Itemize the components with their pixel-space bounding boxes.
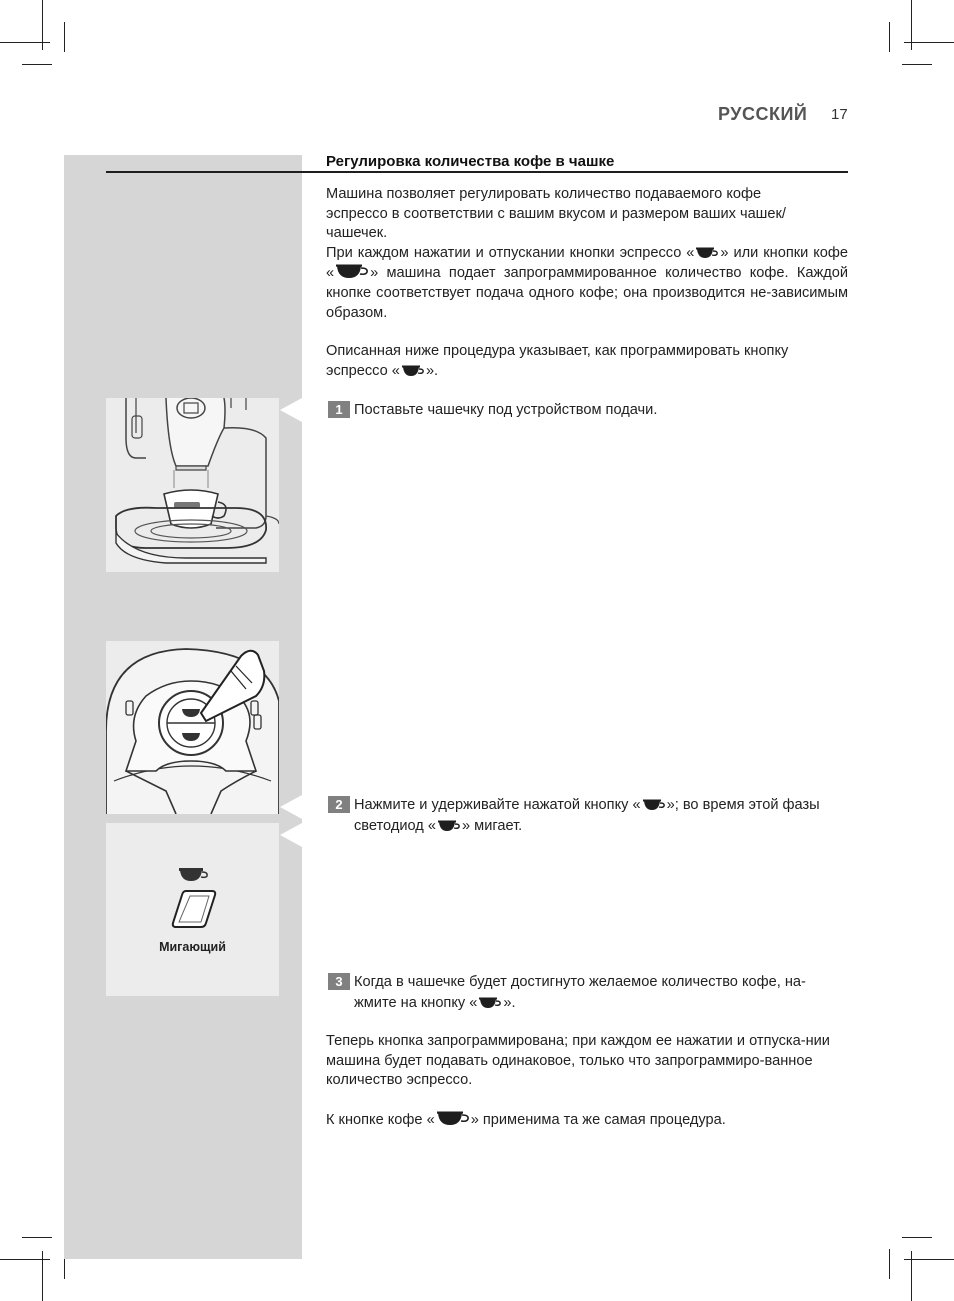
illustration-cup-under-dispenser <box>106 398 279 572</box>
title-rule <box>106 171 848 173</box>
crop-mark <box>64 22 65 52</box>
procedure-note: Описанная ниже процедура указывает, как программировать кнопку эспрессо « ». <box>326 343 789 379</box>
crop-mark <box>904 42 954 43</box>
crop-mark <box>22 64 52 65</box>
illustration-blinking-led <box>106 823 279 996</box>
language-header: РУССКИЙ <box>718 104 808 124</box>
espresso-icon <box>401 364 425 378</box>
espresso-icon <box>695 246 719 260</box>
crop-mark <box>904 1259 954 1260</box>
pointer-arrow <box>280 823 302 847</box>
intro-line: эспрессо в соответствии с вашим вкусом и размером ваших чашек/ <box>326 205 786 222</box>
coffee-icon <box>335 263 369 280</box>
crop-mark <box>902 64 932 65</box>
step-number-badge: 2 <box>328 796 350 813</box>
intro-line: чашечек. <box>326 225 388 242</box>
step-1 <box>326 400 848 421</box>
coffee-machine-drawing <box>106 398 279 572</box>
step-3: 3 Когда в чашечке будет достигнуто желаемое количество кофе, на-жмите на кнопку « ». <box>326 972 848 1013</box>
outro-text: Теперь кнопка запрограммирована; при каждом ее нажатии и отпуска-нии машина будет подавать одинаковое, только что запрограммиро-ванное количество эспрессо. <box>326 1033 830 1089</box>
buttons-paragraph: При каждом нажатии и отпускании кнопки эспрессо « » или кнопки кофе « » машина подает запрограммированное количество кофе. Каждой кнопке соответствует подача одного кофе; она производится не-зависимым образом. <box>326 244 849 321</box>
crop-mark <box>902 1237 932 1238</box>
crop-mark <box>0 42 50 43</box>
step-number-badge: 3 <box>328 973 350 990</box>
pointer-arrow <box>280 398 302 422</box>
step-2: 2 Нажмите и удерживайте нажатой кнопку « »; во время этой фазы светодиод « » мигает. <box>326 795 848 836</box>
step-text: Поставьте чашечку под устройством подачи. <box>354 402 658 418</box>
espresso-icon <box>437 819 461 833</box>
intro-line: Машина позволяет регулировать количество подаваемого кофе <box>326 186 762 202</box>
outro-paragraph <box>326 1032 848 1091</box>
intro-paragraph <box>326 185 848 323</box>
pointer-arrow <box>280 795 302 819</box>
crop-mark <box>0 1259 50 1260</box>
led-drawing <box>106 823 279 933</box>
espresso-icon <box>478 996 502 1010</box>
illustration-press-button <box>106 641 279 814</box>
crop-mark <box>22 1237 52 1238</box>
blinking-label: Мигающий <box>159 940 226 954</box>
section-title: Регулировка количества кофе в чашке <box>326 153 615 170</box>
control-panel-drawing <box>106 641 279 814</box>
espresso-icon <box>642 798 666 812</box>
outro-coffee-note: К кнопке кофе « » применима та же самая процедура. <box>326 1112 726 1128</box>
page-number: 17 <box>831 106 848 123</box>
crop-mark <box>889 1249 890 1279</box>
step-number-badge: 1 <box>328 401 350 418</box>
coffee-icon <box>436 1110 470 1127</box>
crop-mark <box>889 22 890 52</box>
